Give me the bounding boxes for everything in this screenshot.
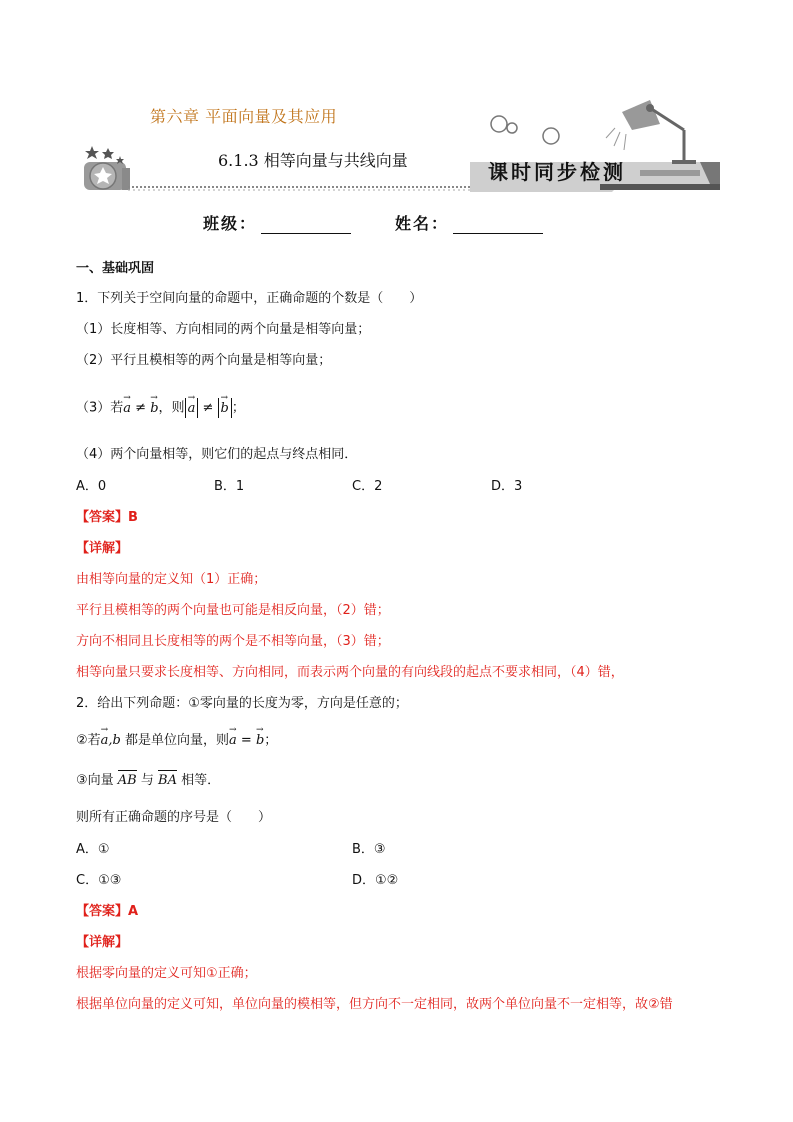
q2-stem: 2．给出下列命题：①零向量的长度为零，方向是任意的； — [76, 696, 408, 711]
chapter-title: 第六章 平面向量及其应用 — [150, 107, 338, 126]
q2-option-a[interactable]: A．① — [76, 842, 110, 857]
q1-stem: 1．下列关于空间向量的命题中，正确命题的个数是（ ） — [76, 291, 423, 306]
vector-BA: BA — [158, 773, 177, 788]
q1-detail-2: 平行且模相等的两个向量也可能是相反向量，（2）错； — [76, 603, 390, 618]
vector-b: → b — [256, 732, 264, 750]
q2-option-b[interactable]: B．③ — [352, 842, 386, 857]
q2-option-c[interactable]: C．①③ — [76, 873, 122, 888]
name-field — [395, 211, 543, 234]
part-heading: 一、基础巩固 — [76, 261, 155, 276]
star-badge-icon — [84, 146, 130, 190]
name-label: 姓名： — [395, 214, 450, 233]
q1-option-d[interactable]: D．3 — [491, 479, 523, 494]
q2-detail-2: 根据单位向量的定义可知，单位向量的模相等，但方向不一定相同，故两个单位向量不一定相等，故②错 — [76, 997, 673, 1012]
name-blank[interactable] — [453, 219, 543, 234]
q1-option-c[interactable]: C．2 — [352, 479, 383, 494]
q2-option-d[interactable]: D．①② — [352, 873, 399, 888]
class-blank[interactable] — [261, 219, 351, 234]
q2-answer: 【答案】A — [76, 904, 139, 919]
abs-vector-b: → b — [218, 398, 232, 418]
abs-vector-a: → a — [185, 398, 199, 418]
q1-statement-3: （3）若→ a ≠ → b，则→ a ≠ → b ； — [76, 398, 245, 418]
q1-option-a[interactable]: A．0 — [76, 479, 107, 494]
q1-detail-3: 方向不相同且长度相等的两个是不相等向量，（3）错； — [76, 634, 390, 649]
q1-detail-4: 相等向量只要求长度相等、方向相同，而表示两个向量的有向线段的起点不要求相同，（4）错， — [76, 665, 624, 680]
q2-detail-label: 【详解】 — [76, 935, 129, 950]
q2-detail-1: 根据零向量的定义可知①正确； — [76, 966, 257, 981]
vector-a: → a — [123, 400, 131, 418]
q1-statement-2: （2）平行且模相等的两个向量是相等向量； — [76, 353, 332, 368]
vector-b: → b — [150, 400, 158, 418]
lamp-icon — [606, 100, 696, 164]
banner-title: 课时同步检测 — [488, 160, 626, 184]
q1-answer: 【答案】B — [76, 510, 138, 525]
q1-statement-4: （4）两个向量相等，则它们的起点与终点相同． — [76, 447, 358, 462]
vector-a-b: → a,b — [101, 732, 121, 750]
vector-a: → a — [229, 732, 237, 750]
q1-detail-label: 【详解】 — [76, 541, 129, 556]
q1-option-b[interactable]: B．1 — [214, 479, 245, 494]
vector-AB: AB — [117, 773, 137, 788]
q2-statement-2: ②若→ a,b 都是单位向量，则→ a = → b； — [76, 732, 277, 750]
q1-statement-1: （1）长度相等、方向相同的两个向量是相等向量； — [76, 322, 371, 337]
bubbles-icon — [491, 116, 559, 144]
class-label: 班级： — [203, 214, 258, 233]
class-field — [203, 211, 351, 234]
q1-detail-1: 由相等向量的定义知（1）正确； — [76, 572, 267, 587]
q2-ask: 则所有正确命题的序号是（ ） — [76, 810, 272, 825]
section-title: 6.1.3 相等向量与共线向量 — [218, 151, 408, 170]
q2-statement-3: ③向量 AB 与 BA 相等． — [76, 773, 221, 788]
